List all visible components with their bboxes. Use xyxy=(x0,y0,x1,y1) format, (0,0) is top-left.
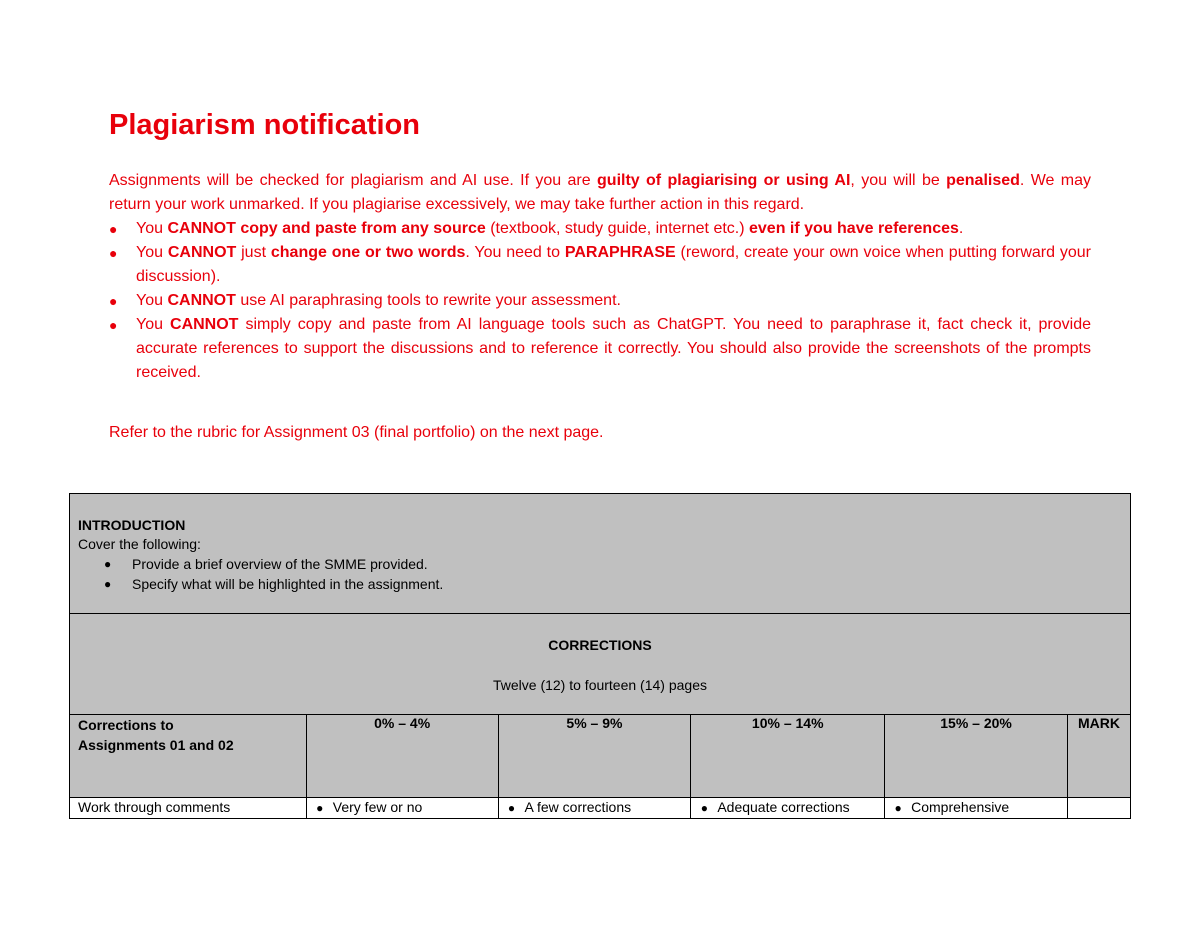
introduction-instruction: Cover the following: xyxy=(78,536,201,552)
introduction-section xyxy=(70,494,1131,614)
rubric-table xyxy=(69,493,1131,819)
bullet-icon: ● xyxy=(109,221,118,237)
bullet-icon: ● xyxy=(894,801,902,815)
band-cell: ● Adequate corrections xyxy=(691,798,885,819)
bullet-icon: ● xyxy=(316,801,324,815)
page-title: Plagiarism notification xyxy=(109,109,420,141)
notice-bullet-item: ● You CANNOT copy and paste from any source (textbook, study guide, internet etc.) even if you have references. xyxy=(109,217,1091,241)
notice-intro-paragraph: Assignments will be checked for plagiarism and AI use. If you are guilty of plagiarising or using AI, you will be penalised. We may return your work unmarked. If you plagiarise excessively, we may take further action in this regard. xyxy=(109,172,1091,213)
band-5-9-header: 5% – 9% xyxy=(498,715,691,798)
criteria-column-header: Corrections to Assignments 01 and 02 xyxy=(70,715,307,798)
rubric-reference-text: Refer to the rubric for Assignment 03 (final portfolio) on the next page. xyxy=(109,424,604,441)
notice-bullet-item: ● You CANNOT simply copy and paste from AI language tools such as ChatGPT. You need to paraphrase it, fact check it, provide accurate references to support the discussions and to reference it correctly. You should also provide the screenshots of the prompts received. xyxy=(109,313,1091,385)
mark-cell xyxy=(1067,798,1130,819)
corrections-heading: CORRECTIONS xyxy=(548,637,652,653)
criteria-cell: Work through comments xyxy=(70,798,307,819)
band-cell: ● Comprehensive xyxy=(885,798,1068,819)
introduction-heading: INTRODUCTION xyxy=(78,517,186,533)
bullet-icon: ● xyxy=(109,245,118,261)
table-row xyxy=(70,798,1131,819)
bullet-icon: ● xyxy=(507,801,516,815)
mark-column-header: MARK xyxy=(1067,715,1130,798)
introduction-list-item: ● Provide a brief overview of the SMME provided. xyxy=(104,556,428,572)
plagiarism-notice xyxy=(109,169,1091,385)
introduction-list-item: ● Specify what will be highlighted in the assignment. xyxy=(104,576,444,592)
introduction-list xyxy=(78,554,1122,594)
bullet-icon: ● xyxy=(700,801,708,815)
bullet-icon: ● xyxy=(109,317,118,333)
bullet-icon: ● xyxy=(104,577,112,591)
notice-bullet-item: ● You CANNOT use AI paraphrasing tools to rewrite your assessment. xyxy=(109,289,1091,313)
corrections-section xyxy=(70,614,1131,715)
corrections-page-count: Twelve (12) to fourteen (14) pages xyxy=(492,677,707,693)
band-cell: ● Very few or no xyxy=(306,798,498,819)
notice-bullet-list xyxy=(109,217,1091,385)
notice-bullet-item: ● You CANNOT just change one or two words. You need to PARAPHRASE (reword, create your own voice when putting forward your discussion). xyxy=(109,241,1091,289)
band-0-4-header: 0% – 4% xyxy=(306,715,498,798)
band-10-14-header: 10% – 14% xyxy=(691,715,885,798)
rubric-header-row xyxy=(70,715,1131,798)
band-15-20-header: 15% – 20% xyxy=(885,715,1068,798)
bullet-icon: ● xyxy=(109,293,118,309)
bullet-icon: ● xyxy=(104,557,112,571)
band-cell: ● A few corrections xyxy=(498,798,691,819)
